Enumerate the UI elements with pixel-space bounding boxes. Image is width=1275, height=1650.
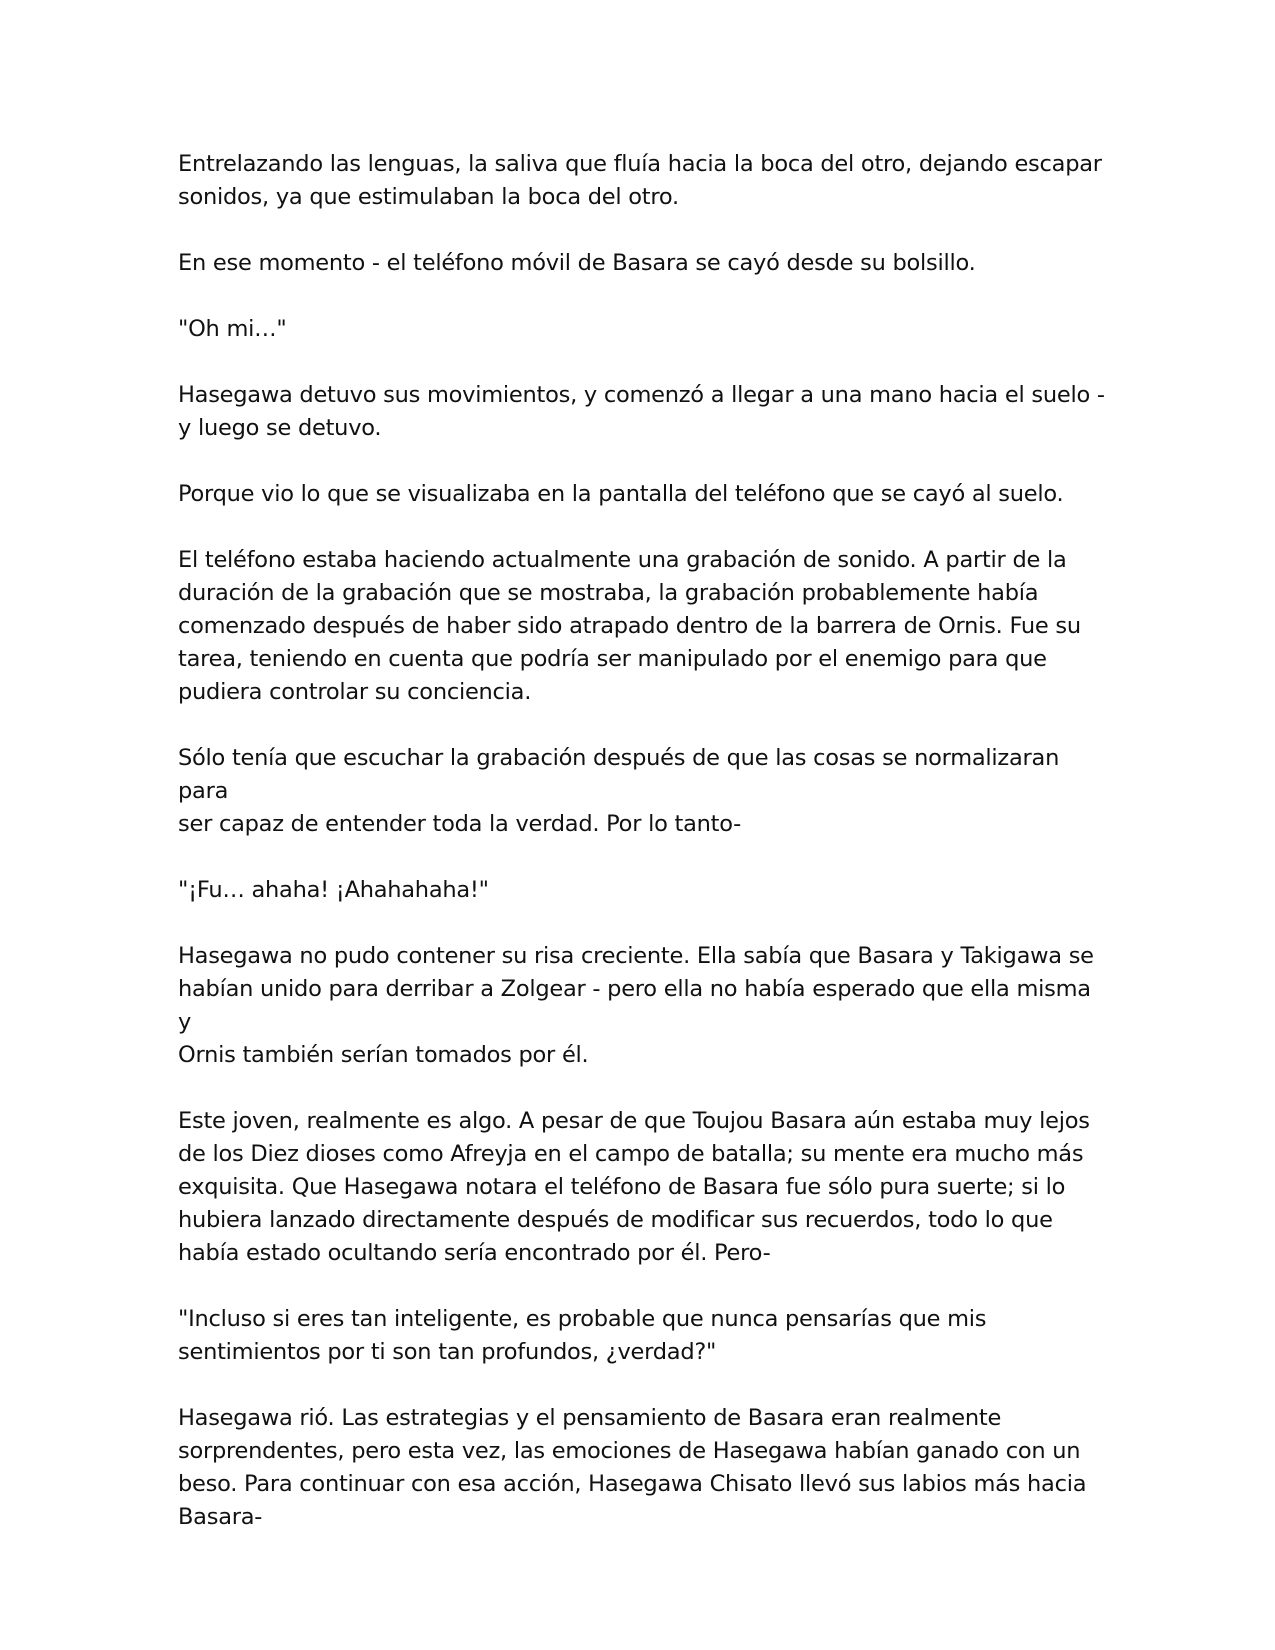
paragraph: Entrelazando las lenguas, la saliva que fluía hacia la boca del otro, dejando escapar sonidos, ya que estimulaban la boca del otro. bbox=[178, 151, 1102, 210]
paragraph: El teléfono estaba haciendo actualmente una grabación de sonido. A partir de la duración de la grabación que se mostraba, la grabación probablemente había comenzado después de haber sido atrapado dentro de la barrera de Ornis. Fue su tarea, teniendo en cuenta que podría ser manipulado por el enemigo para que pudiera controlar su conciencia. bbox=[178, 547, 1081, 705]
paragraph: Hasegawa no pudo contener su risa creciente. Ella sabía que Basara y Takigawa se habían unido para derribar a Zolgear - pero ella no había esperado que ella misma y Ornis también serían tomados por él. bbox=[178, 943, 1094, 1068]
paragraph: "¡Fu… ahaha! ¡Ahahahaha!" bbox=[178, 877, 489, 903]
paragraph: Este joven, realmente es algo. A pesar de que Toujou Basara aún estaba muy lejos de los Diez dioses como Afreyja en el campo de batalla; su mente era mucho más exquisita. Que Hasegawa notara el teléfono de Basara fue sólo pura suerte; si lo hubiera lanzado directamente después de modificar sus recuerdos, todo lo que había estado ocultando sería encontrado por él. Pero- bbox=[178, 1108, 1090, 1266]
paragraph: Hasegawa detuvo sus movimientos, y comenzó a llegar a una mano hacia el suelo - y luego se detuvo. bbox=[178, 382, 1105, 441]
paragraph: Hasegawa rió. Las estrategias y el pensamiento de Basara eran realmente sorprendentes, pero esta vez, las emociones de Hasegawa habían ganado con un beso. Para continuar con esa acción, Hasegawa Chisato llevó sus labios más hacia Basara- bbox=[178, 1405, 1087, 1530]
paragraph: "Incluso si eres tan inteligente, es probable que nunca pensarías que mis sentimientos por ti son tan profundos, ¿verdad?" bbox=[178, 1306, 987, 1365]
document-body bbox=[178, 148, 1108, 1534]
paragraph: En ese momento - el teléfono móvil de Basara se cayó desde su bolsillo. bbox=[178, 250, 976, 276]
paragraph: Sólo tenía que escuchar la grabación después de que las cosas se normalizaran para ser capaz de entender toda la verdad. Por lo tanto- bbox=[178, 745, 1060, 837]
paragraph: "Oh mi…" bbox=[178, 316, 287, 342]
paragraph: Porque vio lo que se visualizaba en la pantalla del teléfono que se cayó al suelo. bbox=[178, 481, 1064, 507]
